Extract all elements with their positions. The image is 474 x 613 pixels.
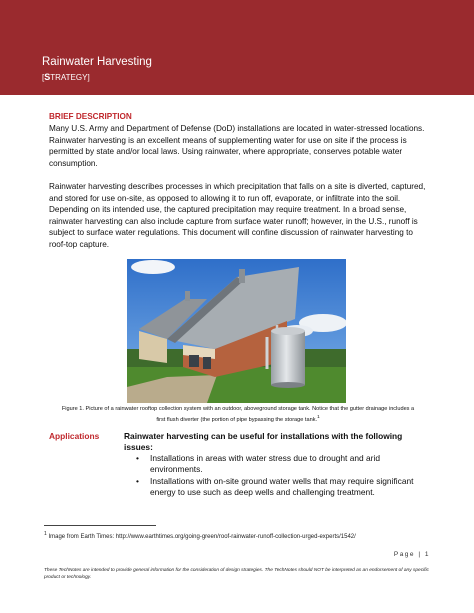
- window: [203, 357, 211, 369]
- page-subtitle: [42, 72, 90, 82]
- subtitle-initial: S: [44, 72, 51, 82]
- subtitle-close-bracket: ]: [87, 73, 90, 82]
- tank-top: [271, 327, 305, 335]
- applications-intro: Rainwater harvesting can be useful for installations with the following issues:: [124, 431, 403, 452]
- window: [189, 355, 199, 367]
- footnote-mark: 1: [44, 531, 47, 537]
- figure-caption: [60, 405, 416, 424]
- tank-base: [271, 382, 305, 388]
- subtitle-rest: TRATEGY: [50, 73, 88, 82]
- subtitle-open-bracket: [: [42, 73, 45, 82]
- page-title: Rainwater Harvesting: [42, 56, 152, 68]
- footnote: [44, 531, 356, 540]
- chimney-vent: [239, 269, 245, 283]
- disclaimer: These TechNotes are intended to provide general information for the consideration of design strategies. The TechNotes should NOT be interpreted as an endorsement of any specific product or technology.: [44, 568, 429, 580]
- page-separator: |: [418, 551, 422, 558]
- brief-paragraph-1: Many U.S. Army and Department of Defense (DoD) installations are located in water-stressed locations. Rainwater harvesting is an excellent means of supplementing water for use on site if the process is permitted by state and/or local laws. Using rainwater, where appropriate, conserves potable water consumption.: [49, 124, 425, 168]
- footnote-text[interactable]: Image from Earth Times: http://www.earthtimes.org/going-green/roof-rainwater-runoff-collection-urged-experts/1542/: [46, 534, 356, 540]
- page-indicator: [394, 551, 430, 558]
- bullet-icon: •: [136, 453, 139, 463]
- footnote-reference[interactable]: 1: [317, 414, 320, 419]
- figure-caption-text: Figure 1. Picture of a rainwater rooftop collection system with an outdoor, aboveground storage tank. Notice that the gutter drainage includes a first flush diverter (the portion of pipe bypassing the storage tank.: [61, 406, 415, 423]
- storage-tank: [271, 331, 305, 385]
- brief-description-heading: BRIEF DESCRIPTION: [49, 112, 132, 121]
- applications-item-1: Installations in areas with water stress due to drought and arid environments.: [150, 453, 380, 474]
- footnote-divider: [44, 525, 156, 526]
- brief-paragraph-2: Rainwater harvesting describes processes in which precipitation that falls on a site is diverted, captured, and stored for use on-site, as opposed to allowing it to run off, evaporate, or infiltrate into the soil. Depending on its intended use, the captured precipitation may require treatment. In a broad sense, rainwater harvesting can also include capture from surface water runoff; however, in the U.S., runoff is subject to surface water regulations. This document will confine discussion of rainwater harvesting to roof-top capture.: [49, 182, 426, 249]
- applications-heading: Applications: [49, 431, 100, 441]
- applications-item-2: Installations with on-site ground water wells that may require significant energy to use such as deep wells and challenging treatment.: [150, 476, 414, 497]
- page-number: 1: [424, 551, 430, 558]
- bullet-icon: •: [136, 476, 139, 486]
- cloud: [131, 260, 175, 274]
- page-word: Page: [393, 551, 416, 558]
- chimney-vent: [185, 291, 190, 301]
- rainwater-tank-photo: [127, 259, 346, 403]
